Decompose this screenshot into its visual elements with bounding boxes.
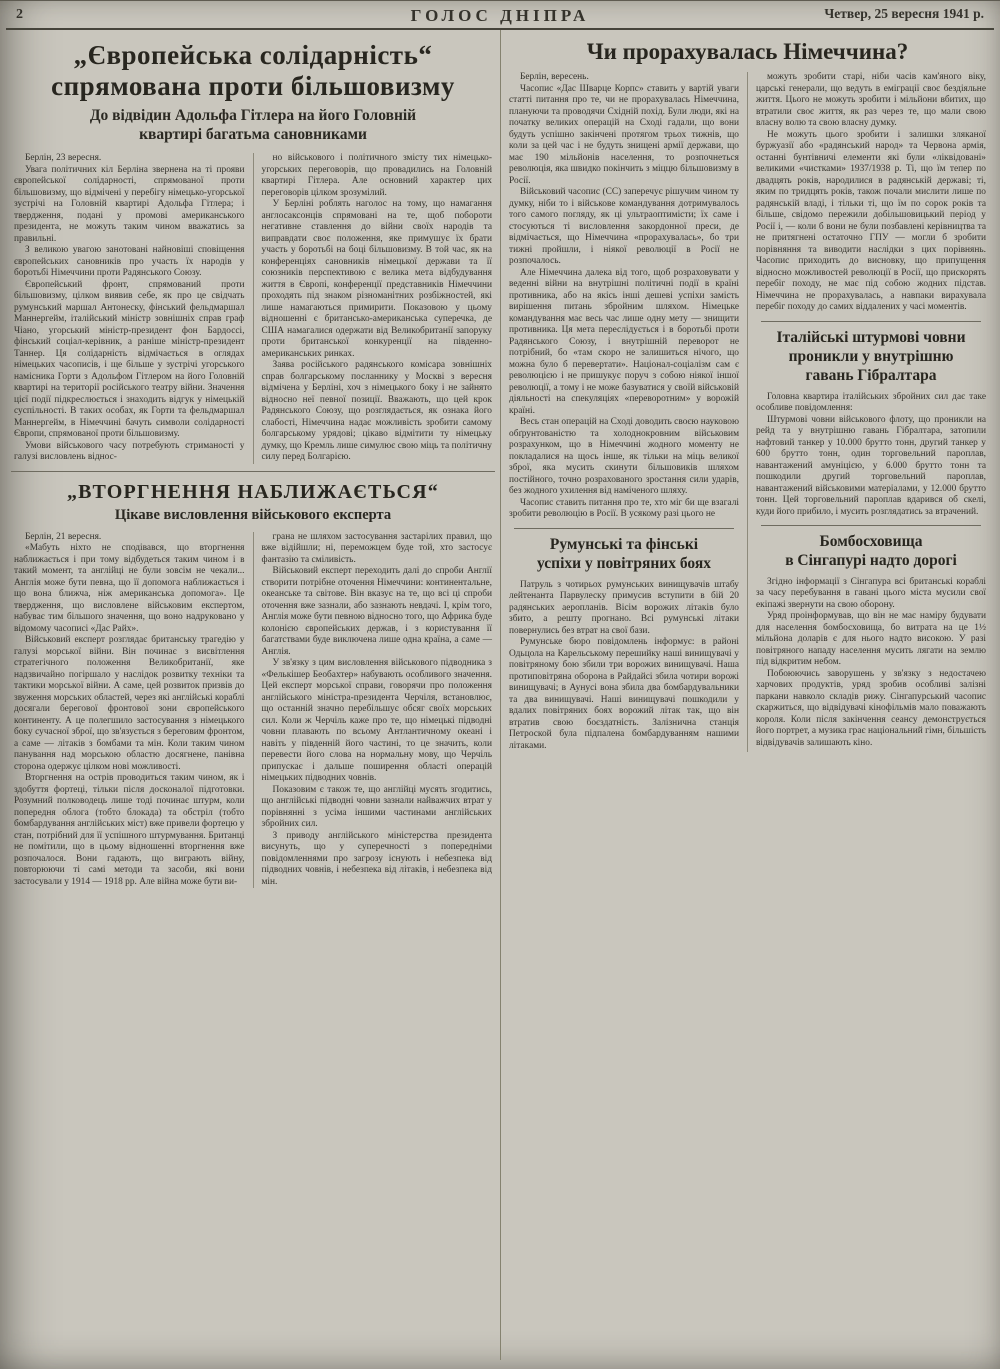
paragraph: Європейський фронт, спрямований проти більшовизму, цілком виявив себе, як про це свідчать румунський маршал Антонеску, фінський фельдмаршал Маннергейм, італійський міністр зовнішніх справ граф Чіано, угорський міністр-президент фон Бардоссі, фінський соціал-керівник, а раніше міністр-президент Таннер. Ця солідарність відмічається в оглядах німецьких часописів, і ще більше у зустрічі угорського намісника Горти з Адольфом Гітлером на його Головній квартирі на території російського театру війни. Значення цієї події підкреслюється і знаходить відгук у німецькій суспільності. В таких особах, як Горти та фельдмаршал Маннергейм, в Німеччині бачуть символи солідарності Європи, спрямованої проти більшовизму. bbox=[14, 279, 245, 440]
article-romanian-finnish bbox=[509, 536, 739, 752]
paragraph: Часопис ставить питання про те, хто міг би ще взагалі зробити революцію в Росії. В усякому разі цього не bbox=[509, 497, 739, 520]
paragraph: Румунське бюро повідомлень інформує: в районі Одьцола на Карельському перешийку наші винищувачі у повітряному бою збили три ворожих винищувачі. Наша протиповітряна оборона в Райдайсі збила чотири ворожі винищувачі; в Аунусі вона збила два бомбардувальники та два винищувачі. Наші винищувачі пошкодили у вдалих повітряних боях ворожий літак так, що він втратив свою боєздатність. Залізнична станція Петроской була підпалена бомбардуванням нашими літаками. bbox=[509, 637, 739, 751]
paragraph: Уряд проінформував, що він не має наміру будувати для населення бомбосховища, бо витрата на це 1½ мільйона доларів є для нього надто високою. У разі повітряного нападу населення мусить лягати на землю під відкритим небом. bbox=[756, 611, 986, 668]
paragraph: Головна квартира італійських збройних сил дає таке особливе повідомлення: bbox=[756, 391, 986, 414]
paragraph: З великою увагою занотовані найновіші сповіщення європейських сановників про участь їх народів у боротьбі Німеччини проти Радянського Союзу. bbox=[14, 245, 245, 279]
paragraph: З приводу англійського міністерства президента висунуть, що у суперечності з попередніми повідомленнями про загрозу існують і небезпека від підводних човнів, і небезпека від літаків, і небезпека від мін. bbox=[261, 830, 492, 887]
paragraph: Берлін, вересень. bbox=[520, 72, 589, 83]
solidarity-subhead bbox=[14, 107, 492, 145]
right-half bbox=[500, 30, 994, 1360]
headline-line: Румунські та фінські bbox=[549, 535, 699, 553]
page-content bbox=[0, 30, 1000, 1360]
singapore-headline bbox=[762, 533, 980, 571]
paragraph: Берлін, 23 вересня. bbox=[25, 153, 102, 164]
headline-line: спрямована проти більшовизму bbox=[51, 71, 455, 102]
paragraph: Часопис «Дас Шварце Корпс» ставить у вартій уваги статті питання про те, чи не прорахувалась Німеччина, плануючи та проводячи Східній похід. Були люди, які на початку великих операцій на Сході гадали, що вони будуть успішно закінчені протягом трьох тижнів, що коли за цей час і не будуть знищені армії держави, що має 190 мільйонів населення, то розпочнеться революція, яка швидко покінчить з міццю більшовизму в Росії. bbox=[509, 83, 739, 186]
solidarity-headline bbox=[10, 40, 496, 103]
section-divider bbox=[11, 471, 495, 472]
paragraph: Заява російського радянського комісара зовнішніх справ болгарському посланнику у Москві з вересня відмічена у Берліні, хоч з німецького боку і не зайнято відносно неї певної позиції. Вважають, що цей крок Радянського Союзу, що розглядається, як ознака його слабості, Німеччина надає можливість зробити самому болгарському урядові; цікаво відмітити ту німецьку думку, що Кремль лише симулює свою міць та політичну силу перед Болгарією. bbox=[261, 360, 492, 463]
romanian-headline bbox=[515, 536, 733, 574]
paragraph: У зв'язку з цим висловлення військового підводника з «Фелькішер Беобахтер» набувають особливого значення. Цей експерт морської справи, говорячи про положення англійського міністра-президента Черчіля, встановлює, що останній значно перебільшує обсяг своїх морських сил. Коли ж Черчіль каже про те, що німецькі підводні човни плавають по всьому Антлантичному океані і навіть у південній його частині, то це значить, коли перевести його слова на нормальну мову, що Черчіль припускає і дальше поширення області операцій німецьких підводних човнів. bbox=[261, 658, 492, 784]
paragraph: «Мабуть ніхто не сподівався, що вторгнення наближається і при тому відбудеться таким чином і в такий момент, та англійці не були зовсім не чекали... Англія може бути певна, що її допомога наближається і що вона ближча, ніж американська допомога». Це твердження, що висловлене військовим експертом, набуває тим більшого значення, що воно надруковано у відомому часописі «Дас Райх». bbox=[14, 543, 245, 634]
page-number: 2 bbox=[16, 7, 23, 22]
article-solidarity bbox=[6, 40, 500, 464]
page-header bbox=[0, 0, 1000, 26]
subhead-line: До відвідин Адольфа Гітлера на його Головній bbox=[89, 106, 417, 124]
masthead-title: ГОЛОС ДНІПРА bbox=[410, 6, 590, 25]
solidarity-column-1 bbox=[6, 153, 253, 464]
invasion-column-1 bbox=[6, 532, 253, 889]
paragraph: Військовий експерт розглядає британську трагедію у галузі морської війни. Він починає з висвітлення стратегічного положення Великобританії, яке надзвичайно погіршало у наслідок розвитку техніки та тактики морської війни. А саме, цей розвиток призвів до звуження морських областей, через які англійські кораблі досягали берегової фронтової зони європейського континенту. А це полегшило застосування з німецького боку сучасної зброї, що зв'язується з береговим фронтом, а саме — літаків з бомбами та мін. Коли таким чином панування над морською областю досягнене, панівна сторона одержує цілком нові можливості. bbox=[14, 635, 245, 772]
headline-line: Італійські штурмові човни bbox=[776, 328, 966, 346]
section-divider bbox=[514, 528, 734, 529]
paragraph: Але Німеччина далека від того, щоб розраховувати у веденні війни на внутрішні політичні події в країні противника, або на якісь інші дешеві успіхи замість вирішення питань збройним шляхом. Німецьке командування має весь час лише одну мету — знищити противника. Ця мета переслідується і в боротьбі проти Радянського Союзу, і внутрішній переворот не потрібний, бо «там скоро не залишиться нічого, що можна було б перевертати». Націонал-соціалізм сам є революцією і не пришукує поруч з собою ніякої іншої революції, а тому і не може базуватися у своїй військовій діяльності на спекуляціях «переворотним» у ворожій країні. bbox=[509, 267, 739, 416]
left-half bbox=[6, 30, 500, 1360]
paragraph: Не можуть цього зробити і залишки зляканої буржуазії або «радянський народ» та Червона армія, останні бунтівничі елементи які були «ліквідовані» великими «чистками» 1937/1938 р. Ті, що їм тепер по двадцять років, народилися в радянській державі; ті, яким по тридцять років, також почали мислити лише по радянській владі, і тільки ті, що їм по сорок років та більше, свідомо пережили добільшовицький період у Росії і, — коли б вони не були позбавлені керівництва та не притягнені остаточно ГПУ — могли б зробити порівняння та виводити наслідки з цих порівнянь. Часопис приходить до висновку, що припущення відносно можливостей революції в Росії, що прискорять перебіг походу, не має під собою жодних підстав. Німеччина не прорахувалась, а навпаки вирахувала перебіг походу до самих віддалених у часі моментів. bbox=[756, 129, 986, 313]
page-column-4 bbox=[747, 72, 994, 752]
section-divider bbox=[761, 525, 981, 526]
paragraph: Увага політичних кіл Берліна звернена на ті прояви європейської солідарності, спрямованої проти більшовизму, що відмічені у перебігу німецько-угорської зустрічі на Головній квартирі Адольфа Гітлера; і твердження, подані у промові американського президента, не можуть таким чином вважатись за правильні. bbox=[14, 164, 245, 244]
headline-line: гавань Гібралтара bbox=[805, 366, 937, 384]
paragraph: Умови військового часу потребують стриманості у галузі висловлень віднос- bbox=[14, 440, 245, 463]
singapore-body bbox=[756, 577, 986, 750]
article-invasion bbox=[6, 480, 500, 889]
subhead-line: квартирі багатьма сановниками bbox=[139, 125, 367, 143]
article-gibraltar bbox=[756, 329, 986, 518]
paragraph: Побоюючись заворушень у зв'язку з недостачею харчових продуктів, уряд зробив особливі залізні паркани навколо складів рижу. Сінгапурський часопис скаржиться, що відвідувачі кінофільмів мало поважають короля. Коли після закінчення сеансу демонструється його портрет, а музика грає національний гімн, більшість відвідувачів залишають кіно. bbox=[756, 668, 986, 748]
headline-line: успіхи у повітряних боях bbox=[537, 554, 711, 572]
paragraph: Показовим є також те, що англійці мусять згодитись, що англійські підводні човни зазнали найважчих втрат у порівнянні з усіма іншими частинами англійських збройних сил. bbox=[261, 784, 492, 830]
gibraltar-headline bbox=[762, 329, 980, 386]
paragraph: Вторгнення на острів проводиться таким чином, як і здобуття фортеці, тільки після досконалої підготовки. Розумний полководець лише тоді починає штурм, коли попередня облога (тобто блокада) та обстріл (тобто бомбардування англійських міст) вже привели фортецю у стан, потрібний для її успішного штурмування. Британці не помітили, що в цьому відношенні вторгнення вже розпочалося. Вони гадають, що виграють війну, повторюючи ті самі методи та засоби, які вони застосували у 1914 — 1918 рр. Але війна може бути ви- bbox=[14, 773, 245, 887]
romanian-body bbox=[509, 580, 739, 753]
headline-line: „Європейська солідарність“ bbox=[73, 40, 433, 70]
paragraph: Військовий часопис (СС) заперечує рішучим чином ту думку, ніби то і військове командування дотримувалось того самого погляду, як ці ультраоптимісти; їх саме і стосуються ті висловлення закордонної преси, де відмічається, що Німеччина «прорахувалась», бо три тижні пройшли, і ніякої революції в Росії не розпочалось. bbox=[509, 187, 739, 267]
paragraph: Штурмові човни військового флоту, що проникли на рейд та у внутрішню гавань Гібралтара, затопили нафтовий танкер у 10.000 брутто тонн, другий танкер у 600 брутто тонн, один торговельний пароплав, навантажений амуніцією, у 6.000 брутто тонн та пошкодили другий торговельний пароплав, навантажений військовими матеріалами, у 12.000 брутто тонн. Цей торговельний пароплав вдарився об скелі, куди його прибило, і мусить розглядатись за втрачений. bbox=[756, 414, 986, 517]
invasion-headline: „ВТОРГНЕННЯ НАБЛИЖАЄТЬСЯ“ bbox=[66, 480, 440, 503]
paragraph: Весь стан операцій на Сході доводить своєю науковою обґрунтованістю та холоднокровним військовим розрахунком, що в Німеччині жодного моменту не покладалися на щось інше, як тільки на міць великої зброї, яка мусить скинути більшовиків шляхом постійного, точно розрахованого зростання сили ударів, без жодного ухилення від наміченого шляху. bbox=[509, 417, 739, 497]
paragraph: Патруль з чотирьох румунських винищувачів штабу лейтенанта Парвулеску примусив вступити в бій 20 радянських аеропланів. Вісім ворожих літаків було збито, а решту прогнано. Всі румунські літаки повернулись без втрат на свої бази. bbox=[509, 579, 739, 636]
headline-line: проникли у внутрішню bbox=[788, 347, 954, 365]
miscalculated-column-2 bbox=[756, 72, 986, 314]
article-singapore bbox=[756, 533, 986, 749]
paragraph: Берлін, 21 вересня. bbox=[25, 531, 102, 542]
paragraph: У Берліні роблять наголос на тому, що намагання англосаксонців спрямовані на те, щоб побороти негативне ставлення до війни своїх народів та виправдати своє положення, яке примушує їх брати участь у боротьбі на боці більшовизму. В той час, як на конференціях сановників німецької держави та її союзників перспективою є велика мета відбудування життя в Європі, конференції представників Німеччини проходять під знаком різноманітних розбіжностей, які лише намагаються примирити. Показовою у цьому відношенні є британсько-американська суперечка, де США намагалися одержати від Великобританії запоруку проти британської конкуренції на південно-американських ринках. bbox=[261, 199, 492, 359]
gibraltar-body bbox=[756, 392, 986, 519]
issue-date: Четвер, 25 вересня 1941 р. bbox=[824, 6, 984, 21]
miscalculated-headline: Чи прорахувалась Німеччина? bbox=[586, 39, 909, 64]
invasion-subhead: Цікаве висловлення військового експерта bbox=[114, 506, 392, 523]
paragraph: грана не шляхом застосування застарілих правил, що вже відійшли; ні, переможцем буде той, хто застосує фантазію та сміливість. bbox=[261, 531, 492, 565]
page-column-3 bbox=[501, 72, 747, 752]
headline-line: в Сінгапурі надто дорогі bbox=[785, 552, 957, 570]
paragraph: Військовий експерт переходить далі до спроби Англії створити потрібне оточення Німеччини: континентальне, океанське та світове. Він вказує на те, що всі ці спроби оточення вже зазнали, або зазнають невдачі. І, крім того, Англія може бути певною відносно того, що Африка буде колонією європейських держав, і з користування її багатствами буде виключена лише одна країна, а саме — Англія. bbox=[261, 566, 492, 657]
invasion-column-2 bbox=[253, 532, 501, 889]
section-divider bbox=[761, 321, 981, 322]
paragraph: можуть зробити старі, ніби часів кам'яного віку, царські генерали, що ведуть в еміграції своє бездіяльне життя. Цього не можуть зробити і мільйони вбитих, що втратили своє життя, як раз через те, що мали свою власну волю та свою власну думку. bbox=[756, 72, 986, 129]
solidarity-column-2 bbox=[253, 153, 501, 464]
paragraph: но військового і політичного змісту тих німецько-угорських переговорів, що провадились на Головній квартирі Гітлера. Але основний характер цих переговорів цілком зрозумілий. bbox=[261, 153, 492, 198]
paragraph: Згідно інформації з Сінгапура всі британські кораблі за часу перебування в гавані цього міста мусили свої екіпажі звернути на свою оборону. bbox=[756, 576, 986, 610]
miscalculated-column-1 bbox=[509, 72, 739, 521]
headline-line: Бомбосховища bbox=[819, 533, 923, 551]
